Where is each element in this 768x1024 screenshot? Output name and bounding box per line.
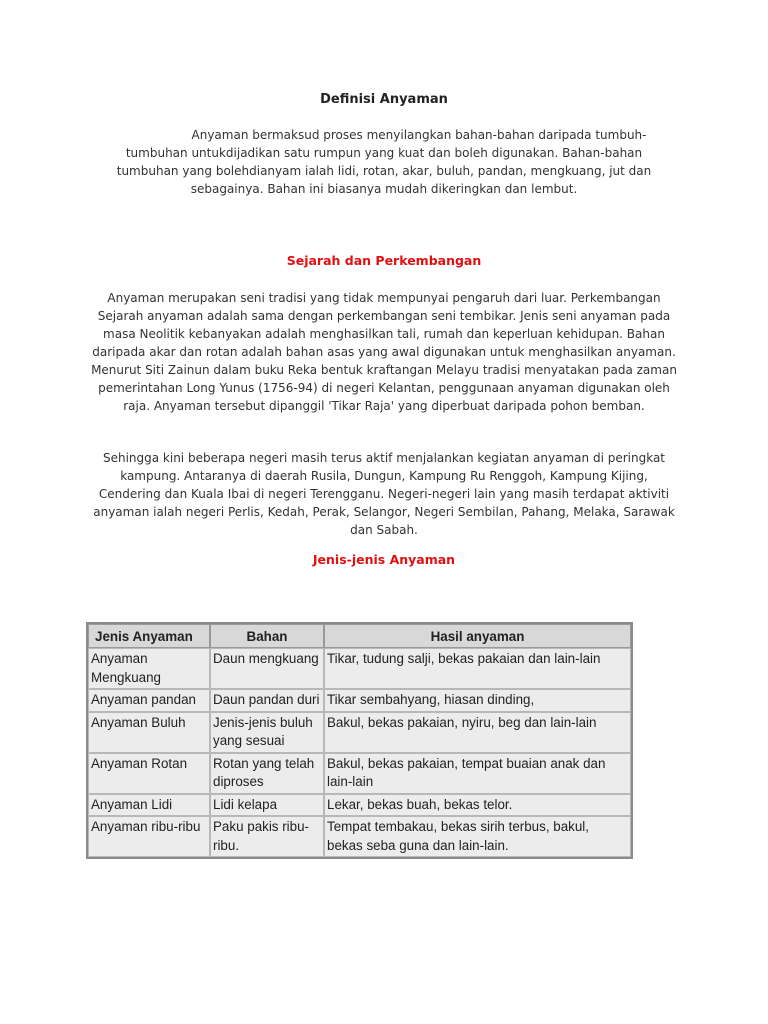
cell-jenis: Anyaman ribu-ribu xyxy=(88,816,210,857)
heading-jenis: Jenis-jenis Anyaman xyxy=(312,552,456,567)
cell-bahan: Lidi kelapa xyxy=(210,794,324,817)
cell-bahan: Daun mengkuang xyxy=(210,648,324,689)
paragraph-sejarah: Anyaman merupakan seni tradisi yang tidak mempunyai pengaruh dari luar. Perkembangan Sejarah anyaman adalah sama dengan perkembangan seni tembikar. Jenis seni anyaman pada masa Neolitik kebanyakan adalah menghasilkan tali, rumah dan keperluan kehidupan. Bahan daripada akar dan rotan adalah bahan asas yang awal digunakan untuk menghasilkan anyaman. Menurut Siti Zainun dalam buku Reka bentuk kraftangan Melayu tradisi menyatakan pada zaman pemerintahan Long Yunus (1756-94) di negeri Kelantan, penggunaan anyaman digunakan oleh raja. Anyaman tersebut dipanggil 'Tikar Raja' yang diperbuat daripada pohon bemban. xyxy=(91,291,677,413)
heading-definisi: Definisi Anyaman xyxy=(320,92,448,107)
cell-bahan: Jenis-jenis buluh yang sesuai xyxy=(210,712,324,753)
cell-hasil: Tikar, tudung salji, bekas pakaian dan lain-lain xyxy=(324,648,631,689)
cell-jenis: Anyaman pandan xyxy=(88,689,210,712)
cell-hasil: Lekar, bekas buah, bekas telor. xyxy=(324,794,631,817)
column-header-bahan: Bahan xyxy=(210,624,324,648)
cell-bahan: Paku pakis ribu-ribu. xyxy=(210,816,324,857)
table-row xyxy=(88,794,631,817)
cell-hasil: Bakul, bekas pakaian, tempat buaian anak dan lain-lain xyxy=(324,753,631,794)
paragraph-definisi-text: Anyaman bermaksud proses menyilangkan bahan-bahan daripada tumbuh-tumbuhan untukdijadikan satu rumpun yang kuat dan boleh digunakan. Bahan-bahan tumbuhan yang bolehdianyam ialah lidi, rotan, akar, buluh, pandan, mengkuang, jut dan sebagainya. Bahan ini biasanya mudah dikeringkan dan lembut. xyxy=(116,128,652,196)
table-row xyxy=(88,712,631,753)
cell-hasil: Bakul, bekas pakaian, nyiru, beg dan lain-lain xyxy=(324,712,631,753)
cell-jenis: Anyaman Lidi xyxy=(88,794,210,817)
table-row xyxy=(88,648,631,689)
cell-jenis: Anyaman Mengkuang xyxy=(88,648,210,689)
column-header-jenis: Jenis Anyaman xyxy=(88,624,210,648)
heading-sejarah: Sejarah dan Perkembangan xyxy=(286,253,482,268)
table-row xyxy=(88,689,631,712)
paragraph-definisi xyxy=(110,126,658,198)
paragraph-negeri: Sehingga kini beberapa negeri masih terus aktif menjalankan kegiatan anyaman di peringkat kampung. Antaranya di daerah Rusila, Dungun, Kampung Ru Renggoh, Kampung Kijing, Cendering dan Kuala Ibai di negeri Terengganu. Negeri-negeri lain yang masih terdapat aktiviti anyaman ialah negeri Perlis, Kedah, Perak, Selangor, Negeri Sembilan, Pahang, Melaka, Sarawak dan Sabah. xyxy=(93,451,675,537)
table-header-row xyxy=(88,624,631,648)
cell-jenis: Anyaman Rotan xyxy=(88,753,210,794)
cell-hasil: Tikar sembahyang, hiasan dinding, xyxy=(324,689,631,712)
cell-hasil: Tempat tembakau, bekas sirih terbus, bakul, bekas seba guna dan lain-lain. xyxy=(324,816,631,857)
cell-bahan: Rotan yang telah diproses xyxy=(210,753,324,794)
table-row xyxy=(88,816,631,857)
cell-jenis: Anyaman Buluh xyxy=(88,712,210,753)
cell-bahan: Daun pandan duri xyxy=(210,689,324,712)
table-row xyxy=(88,753,631,794)
jenis-anyaman-table xyxy=(86,622,633,859)
column-header-hasil: Hasil anyaman xyxy=(324,624,631,648)
